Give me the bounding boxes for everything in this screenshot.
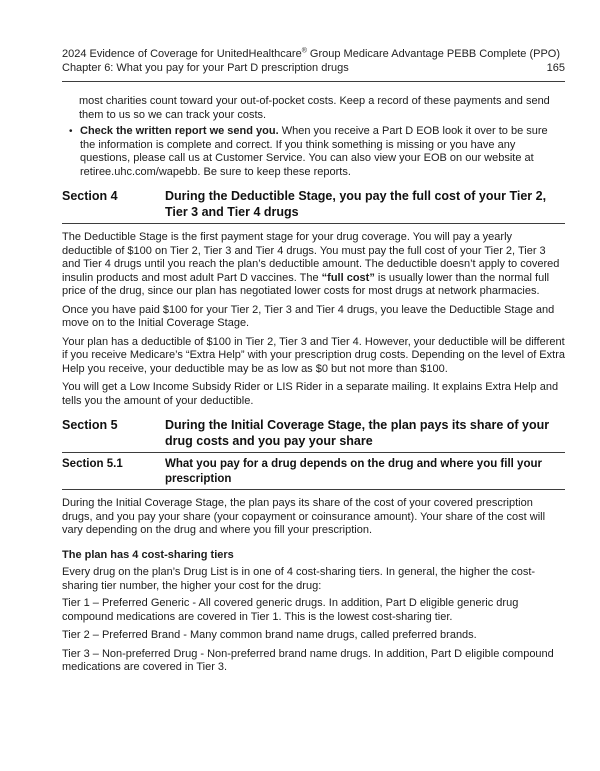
section-5-1-paragraph-1: During the Initial Coverage Stage, the plan pays its share of the cost of your covered prescription drugs, and you pay your share (your copayment or coinsurance amount). Your share of the cost will vary depending on the drug and where you fill your prescription. bbox=[62, 497, 546, 536]
bullet-lead-in: Check the written report we send you. bbox=[80, 125, 279, 137]
cost-sharing-tiers-subheading: The plan has 4 cost-sharing tiers bbox=[62, 548, 234, 561]
bullet-icon: • bbox=[69, 126, 73, 137]
page-header bbox=[62, 47, 565, 82]
section-5-1-label: Section 5.1 bbox=[62, 458, 123, 470]
section-4-paragraph-4: You will get a Low Income Subsidy Rider or LIS Rider in a separate mailing. It explains Extra Help and tells you the amount of your deductible. bbox=[62, 381, 559, 407]
section-5-divider bbox=[62, 452, 565, 453]
section-4-heading bbox=[62, 188, 565, 220]
header-divider bbox=[62, 81, 565, 82]
bullet-body: When you receive a Part D EOB look it over to be sure the information is complete and correct. If you think something is missing or you have any questions, please call us at Customer Service. You can also view your EOB on our website at retiree.uhc.com/wapebb. Be sure to keep these reports. bbox=[80, 125, 548, 178]
tier-1-paragraph: Tier 1 – Preferred Generic - All covered generic drugs. In addition, Part D eligible generic drug compound medications are covered in Tier 1. This is the lowest cost-sharing tier. bbox=[62, 597, 519, 623]
section-5-1-title: What you pay for a drug depends on the drug and where you fill your prescription bbox=[165, 458, 542, 485]
p1-text: The Deductible Stage is the first payment stage for your drug coverage. You will pay a yearly deductible of $100 on Tier 2, Tier 3 and Tier 4 drugs. You must pay the full cost of your Tier 2, Tier 3 and Tier 4 drugs until you reach the plan’s deductible amount. The deductible doesn’t apply to covered insulin products and most adult Part D vaccines. The bbox=[62, 231, 560, 284]
tier-2-paragraph: Tier 2 – Preferred Brand - Many common brand name drugs, called preferred brands. bbox=[62, 629, 477, 641]
section-4-title: During the Deductible Stage, you pay the full cost of your Tier 2, Tier 3 and Tier 4 drugs bbox=[165, 189, 547, 219]
doc-title-text-cont: Group Medicare Advantage PEBB Complete (PPO) bbox=[306, 48, 560, 60]
tier-3-paragraph: Tier 3 – Non-preferred Drug - Non-preferred brand name drugs. In addition, Part D eligible compound medications are covered in Tier 3. bbox=[62, 647, 554, 673]
p1-text-cont: is usually lower than the normal full price of the drug, since our plan has negotiated lower costs for most drugs at network pharmacies. bbox=[62, 271, 550, 297]
chapter-title: Chapter 6: What you pay for your Part D prescription drugs bbox=[62, 62, 349, 74]
section-4-label: Section 4 bbox=[62, 189, 118, 203]
section-4-divider bbox=[62, 223, 565, 224]
registered-trademark-symbol: ® bbox=[301, 47, 307, 55]
doc-title bbox=[62, 47, 565, 61]
section-4-paragraph-3: Your plan has a deductible of $100 in Tier 2, Tier 3 and Tier 4. However, your deductible will be different if you receive Medicare’s “Extra Help” with your prescription drug costs. Depending on the level of Extra Help you receive, your deductible may be as low as $0 but not more than $100. bbox=[62, 335, 565, 375]
bullet-item-check-report bbox=[62, 125, 565, 179]
continuation-paragraph: most charities count toward your out-of-pocket costs. Keep a record of these payments and send them to us so we can track your costs. bbox=[79, 95, 550, 121]
section-5-1-heading bbox=[62, 457, 565, 486]
section-5-label: Section 5 bbox=[62, 418, 118, 432]
section-4-paragraph-1 bbox=[62, 231, 565, 299]
bullet-text bbox=[80, 125, 565, 179]
section-5-heading bbox=[62, 418, 565, 449]
cost-sharing-intro-paragraph: Every drug on the plan’s Drug List is in one of 4 cost-sharing tiers. In general, the higher the cost-sharing tier number, the higher your cost for the drug: bbox=[62, 566, 536, 592]
section-4-paragraph-2: Once you have paid $100 for your Tier 2, Tier 3 and Tier 4 drugs, you leave the Deductible Stage and move on to the Initial Coverage Stage. bbox=[62, 303, 555, 329]
section-5-1-divider bbox=[62, 489, 565, 490]
p1-bold-full-cost: “full cost” bbox=[321, 271, 375, 284]
doc-title-text: 2024 Evidence of Coverage for UnitedHealthcare bbox=[62, 48, 302, 60]
section-5-title: During the Initial Coverage Stage, the plan pays its share of your drug costs and you pay your share bbox=[165, 418, 550, 448]
page-number: 165 bbox=[546, 62, 565, 74]
